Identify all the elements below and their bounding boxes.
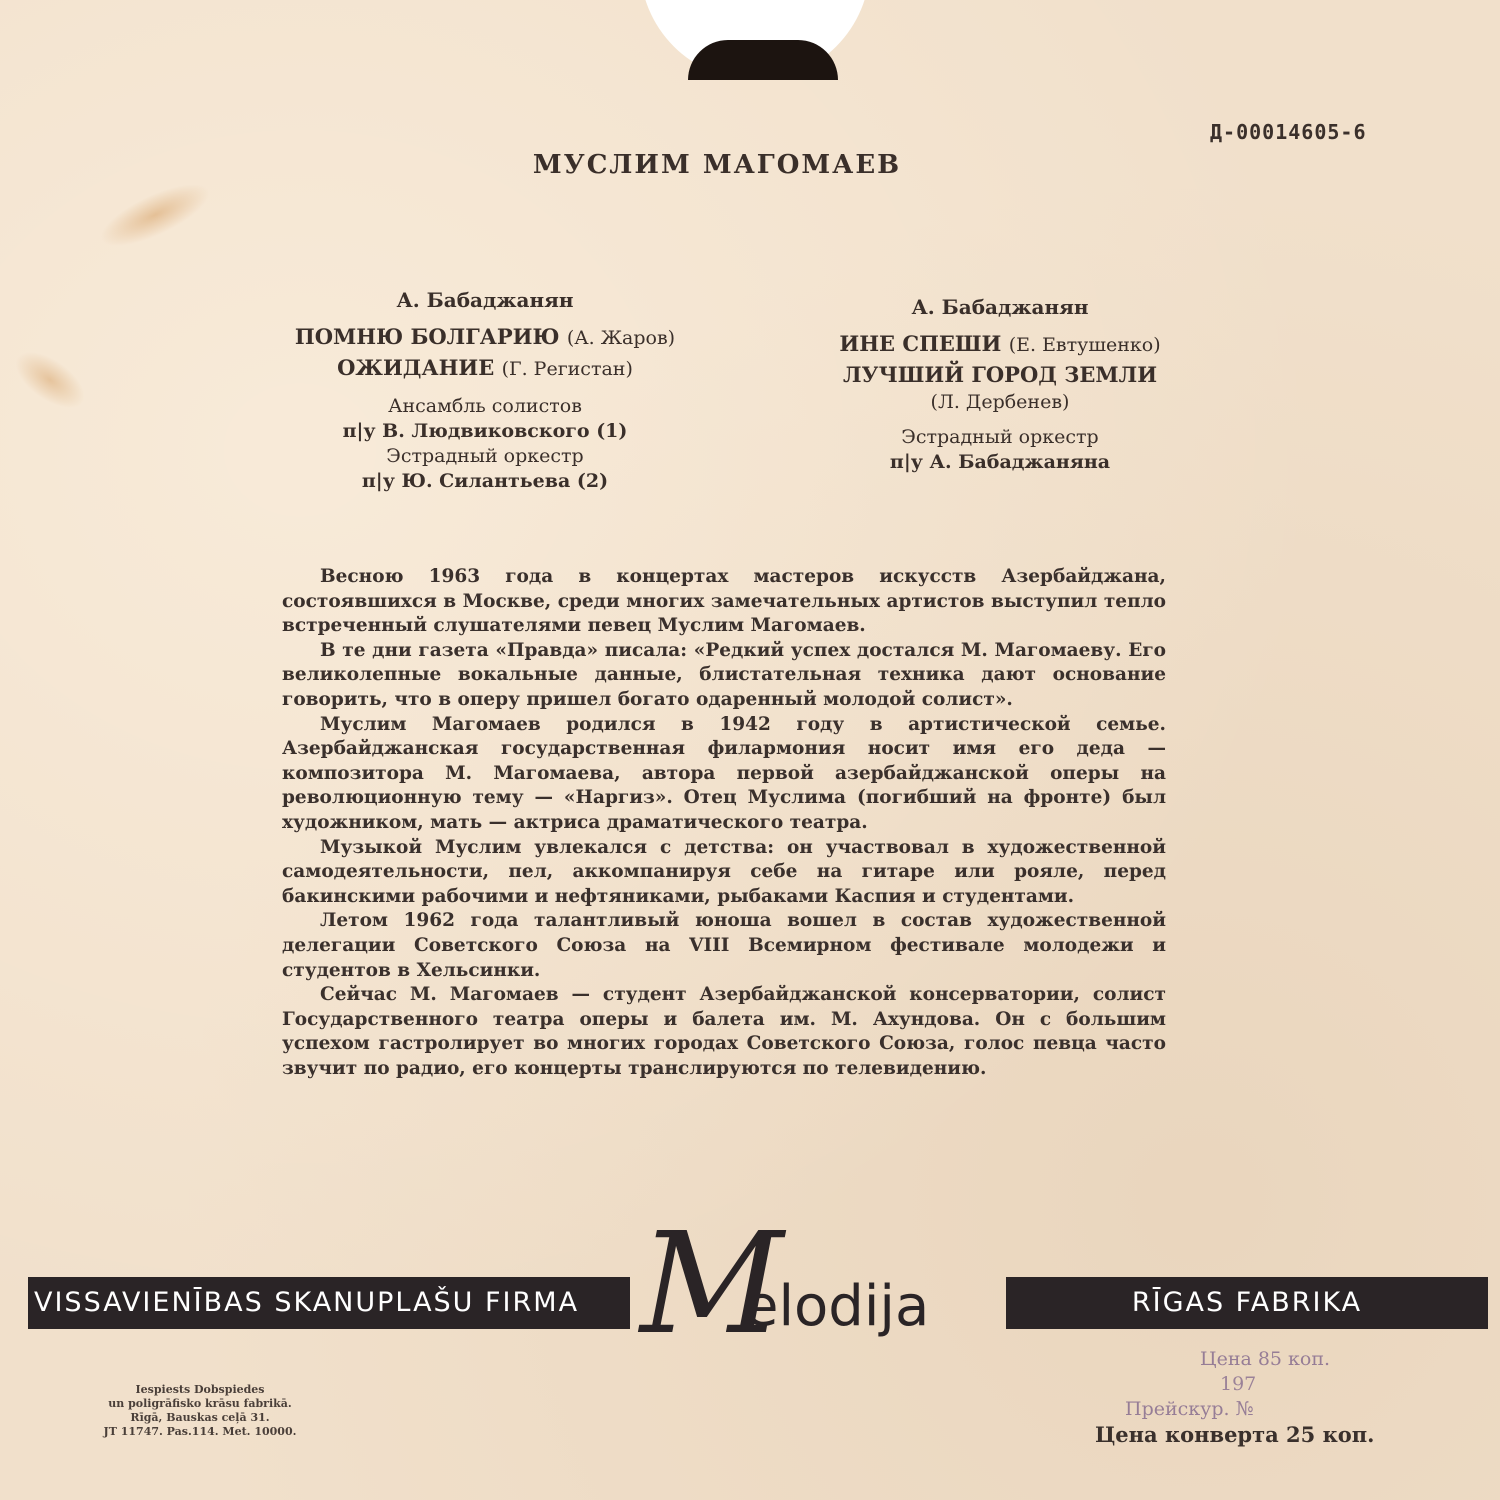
logo-text: elodija — [744, 1274, 930, 1339]
bio-paragraph: Летом 1962 года талантливый юноша вошел в состав художественной делегации Советского Союза на VIII Всемирном фестивале молодежи и студентов в Хельсинки. — [282, 910, 1166, 981]
song-title — [815, 329, 1185, 360]
lyricist: (Л. Дербенев) — [930, 391, 1070, 413]
performer-line: Эстрадный оркестр — [386, 445, 584, 467]
printer-info: Iespiests Dobspiedes un poligrāfisko krāsu fabrikā. Rīgā, Bauskas ceļā 31. JT 11747. Pas.114. Met. 10000. — [103, 1383, 297, 1438]
record-disc-edge — [688, 40, 838, 80]
song-title: ЛУЧШИЙ ГОРОД ЗЕМЛИ — [842, 362, 1158, 387]
performer-line: п|у В. Людвиковского (1) — [342, 420, 628, 442]
lyricist: (А. Жаров) — [566, 327, 676, 349]
catalog-number: Д-00014605-6 — [1210, 120, 1367, 144]
performer-line: Ансамбль солистов — [388, 395, 582, 417]
stain — [6, 341, 94, 420]
side-b-credits — [815, 295, 1185, 475]
composer: А. Бабаджанян — [396, 288, 574, 312]
bio-paragraph: В те дни газета «Правда» писала: «Редкий успех достался М. Магомаеву. Его великолепные вокальные данные, блистательная техника дают основание говорить, что в оперу пришел богато одаренный молодой солист». — [282, 639, 1166, 710]
song-title — [270, 353, 700, 384]
artist-name: МУСЛИМ МАГОМАЕВ — [532, 150, 902, 180]
stain — [92, 172, 218, 259]
song-title — [270, 322, 700, 353]
side-a-credits — [270, 288, 700, 494]
lyricist: (Е. Евтушенко) — [1008, 334, 1161, 356]
song-name: ОЖИДАНИЕ — [337, 355, 495, 380]
composer: А. Бабаджанян — [911, 295, 1089, 319]
price-stamp: Цена 85 коп. 197 Прейскур. № — [1125, 1348, 1331, 1420]
performer-line: п|у Ю. Силантьева (2) — [361, 470, 609, 492]
song-name: ИНЕ СПЕШИ — [839, 331, 1002, 356]
lyricist: (Г. Регистан) — [501, 358, 633, 380]
bio-paragraph: Муслим Магомаев родился в 1942 году в артистической семье. Азербайджанская государственная филармония носит имя его деда — композитора М. Магомаева, автора первой азербайджанской оперы на революционную тему — «Наргиз». Отец Муслима (погибший на фронте) был художником, мать — актриса драматического театра. — [282, 713, 1166, 833]
bio-paragraph: Сейчас М. Магомаев — студент Азербайджанской консерватории, солист Государственного театра оперы и балета им. М. Ахундова. Он с большим успехом гастролирует во многих городах Советского Союза, голос певца часто звучит по радио, его концерты транслируются по телевидению. — [282, 984, 1166, 1079]
bio-paragraph: Музыкой Муслим увлекался с детства: он участвовал в художественной самодеятельности, пел, аккомпанируя себе на гитаре или рояле, перед бакинскими рабочими и нефтяниками, рыбаками Каспия и студентами. — [282, 836, 1166, 907]
bio-paragraph: Весною 1963 года в концертах мастеров искусств Азербайджана, состоявшихся в Москве, среди многих замечательных артистов выступил тепло встреченный слушателями певец Муслим Магомаев. — [282, 566, 1166, 637]
performer-line: Эстрадный оркестр — [901, 426, 1099, 448]
logo-initial: M — [640, 1203, 784, 1366]
firm-band: VISSAVIENĪBAS SKANUPLAŠU FIRMA — [28, 1277, 630, 1329]
performer-line: п|у А. Бабаджаняна — [889, 451, 1111, 473]
envelope-price: Цена конверта 25 коп. — [1095, 1422, 1375, 1447]
biography-text — [282, 565, 1166, 1081]
song-name: ПОМНЮ БОЛГАРИЮ — [294, 324, 560, 349]
melodija-logo — [640, 1203, 1002, 1366]
factory-band: RĪGAS FABRIKA — [1006, 1277, 1488, 1329]
